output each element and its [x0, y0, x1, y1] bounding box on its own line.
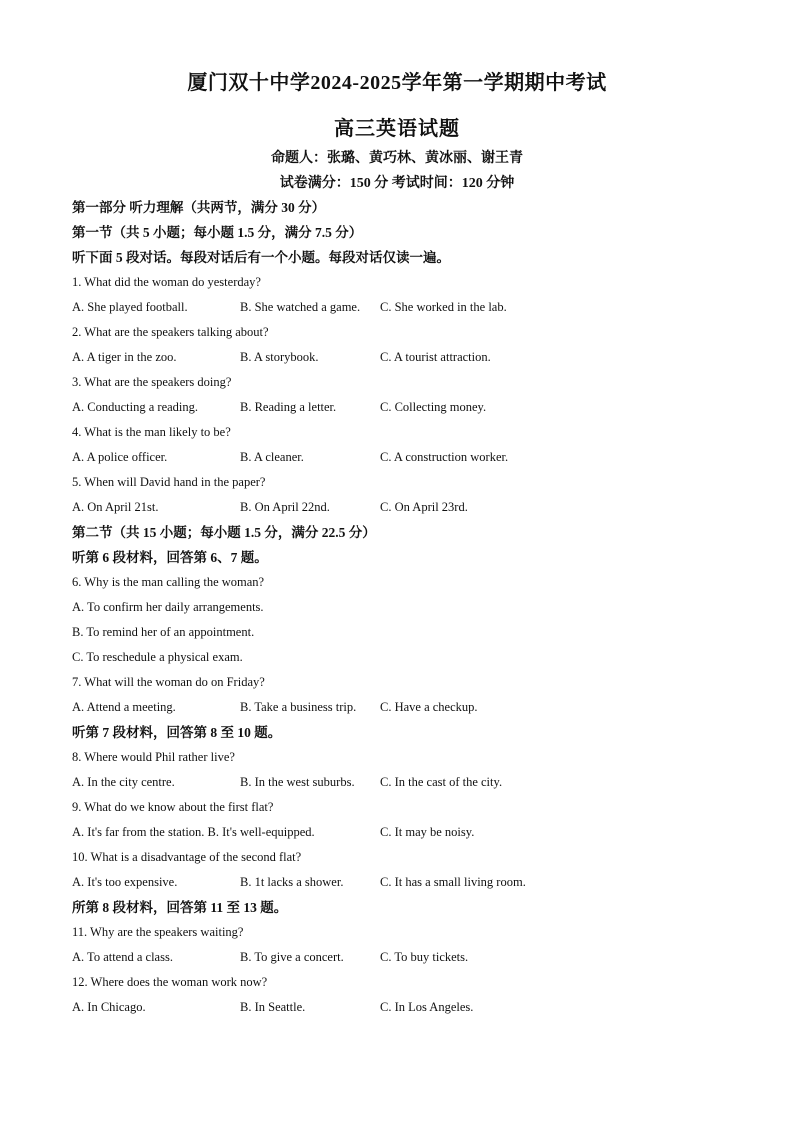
question-text: 12. Where does the woman work now? [72, 975, 268, 989]
option-c: C. It may be noisy. [380, 825, 475, 839]
option-c: C. It has a small living room. [380, 875, 526, 889]
option-a: A. She played football. [72, 300, 188, 314]
option-c: C. A construction worker. [380, 450, 509, 464]
option-b: B. To remind her of an appointment. [72, 625, 255, 639]
option-a: A. To attend a class. [72, 950, 173, 964]
school-exam-title: 厦门双十中学2024-2025学年第一学期期中考试 [187, 72, 607, 94]
option-b: B. To give a concert. [240, 950, 344, 964]
question-text: 1. What did the woman do yesterday? [72, 275, 261, 289]
option-c: C. A tourist attraction. [380, 350, 491, 364]
option-c: C. To reschedule a physical exam. [72, 650, 243, 664]
option-b: B. In the west suburbs. [240, 775, 355, 789]
material-heading: 所第 8 段材料，回答第 11 至 13 题。 [72, 900, 288, 915]
option-c: C. Have a checkup. [380, 700, 478, 714]
options-row [72, 295, 732, 320]
question-text: 2. What are the speakers talking about? [72, 325, 269, 339]
option-a: A. In the city centre. [72, 775, 175, 789]
option-a: A. To confirm her daily arrangements. [72, 600, 264, 614]
exam-authors: 命题人：张璐、黄巧林、黄冰丽、谢王青 [271, 151, 523, 166]
option-c: C. On April 23rd. [380, 500, 468, 514]
question-text: 11. Why are the speakers waiting? [72, 925, 244, 939]
option-a: A. Attend a meeting. [72, 700, 176, 714]
option-a: A. In Chicago. [72, 1000, 146, 1014]
question-text: 10. What is a disadvantage of the second flat? [72, 850, 302, 864]
options-row [72, 870, 732, 895]
options-row [72, 995, 732, 1020]
options-row [72, 770, 732, 795]
option-a: A. A police officer. [72, 450, 168, 464]
material-heading: 听第 6 段材料，回答第 6、7 题。 [72, 550, 268, 565]
question-text: 3. What are the speakers doing? [72, 375, 232, 389]
question-text: 5. When will David hand in the paper? [72, 475, 266, 489]
option-a: A. A tiger in the zoo. [72, 350, 177, 364]
material-heading: 听第 7 段材料，回答第 8 至 10 题。 [72, 725, 282, 740]
option-b: B. In Seattle. [240, 1000, 306, 1014]
option-b: B. Take a business trip. [240, 700, 357, 714]
options-row [72, 495, 732, 520]
option-c: C. In the cast of the city. [380, 775, 503, 789]
question-text: 4. What is the man likely to be? [72, 425, 231, 439]
option-c: C. To buy tickets. [380, 950, 469, 964]
exam-subject-title: 高三英语试题 [334, 118, 460, 140]
instruction-text: 听下面 5 段对话。每段对话后有一个小题。每段对话仅读一遍。 [72, 250, 450, 265]
question-text: 7. What will the woman do on Friday? [72, 675, 265, 689]
options-row [72, 695, 732, 720]
option-b: B. On April 22nd. [240, 500, 330, 514]
section-heading: 第一节（共 5 小题；每小题 1.5 分，满分 7.5 分） [72, 225, 363, 240]
option-a-b: A. It's far from the station. B. It's well-equipped. [72, 825, 315, 839]
option-c: C. In Los Angeles. [380, 1000, 474, 1014]
exam-body [72, 195, 732, 1020]
section-heading: 第二节（共 15 小题；每小题 1.5 分，满分 22.5 分） [72, 525, 376, 540]
exam-score-time: 试卷满分：150 分 考试时间：120 分钟 [279, 176, 515, 191]
option-b: B. A cleaner. [240, 450, 304, 464]
options-row [72, 345, 732, 370]
option-b: B. Reading a letter. [240, 400, 337, 414]
question-text: 6. Why is the man calling the woman? [72, 575, 265, 589]
option-b: B. 1t lacks a shower. [240, 875, 344, 889]
options-row [72, 820, 732, 845]
option-a: A. Conducting a reading. [72, 400, 199, 414]
options-row [72, 445, 732, 470]
option-a: A. On April 21st. [72, 500, 159, 514]
question-text: 8. Where would Phil rather live? [72, 750, 235, 764]
question-text: 9. What do we know about the first flat? [72, 800, 274, 814]
option-c: C. Collecting money. [380, 400, 487, 414]
part-heading: 第一部分 听力理解（共两节，满分 30 分） [72, 200, 326, 215]
option-a: A. It's too expensive. [72, 875, 178, 889]
options-row [72, 395, 732, 420]
option-b: B. A storybook. [240, 350, 319, 364]
option-c: C. She worked in the lab. [380, 300, 507, 314]
option-b: B. She watched a game. [240, 300, 361, 314]
options-row [72, 945, 732, 970]
